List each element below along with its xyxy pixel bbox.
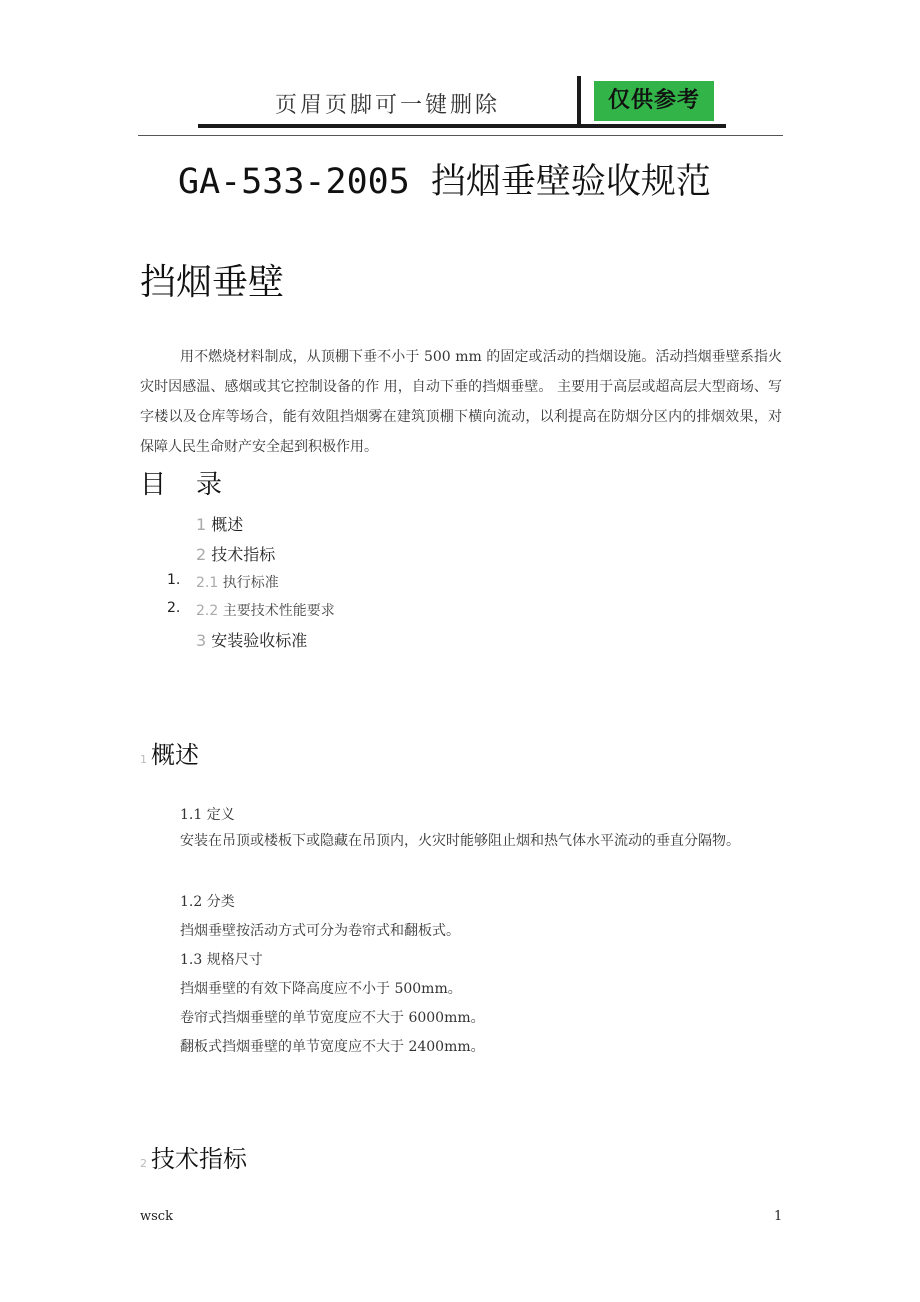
- intro-paragraph: 用不燃烧材料制成，从顶棚下垂不小于 500 mm 的固定或活动的挡烟设施。活动挡烟垂壁系指火灾时因感温、感烟或其它控制设备的作 用，自动下垂的挡烟垂壁。 主要用于高层或超高层大型商场、写字楼以及仓库等场合，能有效阻挡烟雾在建筑顶棚下横向流动，以利提高在防烟分区内的排烟效果，对保障人民生命财产安全起到积极作用。: [140, 349, 782, 455]
- toc-item-label: 安装验收标准: [211, 631, 308, 650]
- subsection-1-2-title: 1.2 分类: [180, 894, 235, 910]
- section-number: 2: [140, 1157, 147, 1170]
- main-heading: 挡烟垂壁: [140, 262, 285, 303]
- page-number: 1: [774, 1209, 783, 1224]
- toc-item-number: 1: [196, 515, 207, 534]
- list-number: 2.: [167, 600, 181, 616]
- header-watermark: 页眉页脚可一键删除: [275, 93, 501, 118]
- section-number: 1: [140, 753, 147, 766]
- list-number: 1.: [167, 572, 181, 588]
- section-title: 概述: [151, 741, 199, 769]
- toc-heading-char-1: 目: [140, 470, 169, 500]
- toc-item-overview[interactable]: [196, 512, 243, 535]
- spec-line: 卷帘式挡烟垂壁的单节宽度应不大于 6000mm。: [180, 1010, 485, 1026]
- toc-item-acceptance[interactable]: [196, 628, 307, 651]
- reference-only-stamp: 仅供参考: [594, 81, 714, 121]
- toc-item-technical-specs[interactable]: [196, 542, 275, 565]
- subsection-1-3-title: 1.3 规格尺寸: [180, 952, 263, 968]
- toc-item-number: 3: [196, 631, 207, 650]
- toc-item-label: 执行标准: [222, 575, 279, 591]
- spec-line: 翻板式挡烟垂壁的单节宽度应不大于 2400mm。: [180, 1039, 485, 1055]
- footer-label: wsck: [140, 1209, 173, 1224]
- subsection-1-1-title: 1.1 定义: [180, 807, 235, 823]
- toc-heading-char-2: 录: [196, 470, 225, 500]
- subsection-1-2-text: 挡烟垂壁按活动方式可分为卷帘式和翻板式。: [180, 923, 460, 939]
- toc-item-label: 概述: [211, 515, 244, 534]
- toc-item-label: 技术指标: [211, 545, 276, 564]
- toc-item-label: 主要技术性能要求: [222, 603, 335, 619]
- section-title: 技术指标: [151, 1145, 247, 1173]
- toc-item-number: 2.2: [196, 603, 219, 619]
- toc-heading: [140, 464, 224, 501]
- toc-item-performance[interactable]: [196, 600, 335, 620]
- section-1-heading: [140, 735, 199, 770]
- document-title: GA-533-2005 挡烟垂壁验收规范: [178, 162, 711, 202]
- toc-item-standards[interactable]: [196, 572, 279, 592]
- header-underline: [198, 124, 726, 128]
- section-2-heading: [140, 1139, 247, 1174]
- toc-item-number: 2: [196, 545, 207, 564]
- subsection-1-1-text: 安装在吊顶或楼板下或隐藏在吊顶内，火灾时能够阻止烟和热气体水平流动的垂直分隔物。: [180, 833, 740, 849]
- header-divider: [577, 76, 581, 126]
- toc-item-number: 2.1: [196, 575, 219, 591]
- header-rule: [138, 135, 783, 136]
- spec-line: 挡烟垂壁的有效下降高度应不小于 500mm。: [180, 981, 462, 997]
